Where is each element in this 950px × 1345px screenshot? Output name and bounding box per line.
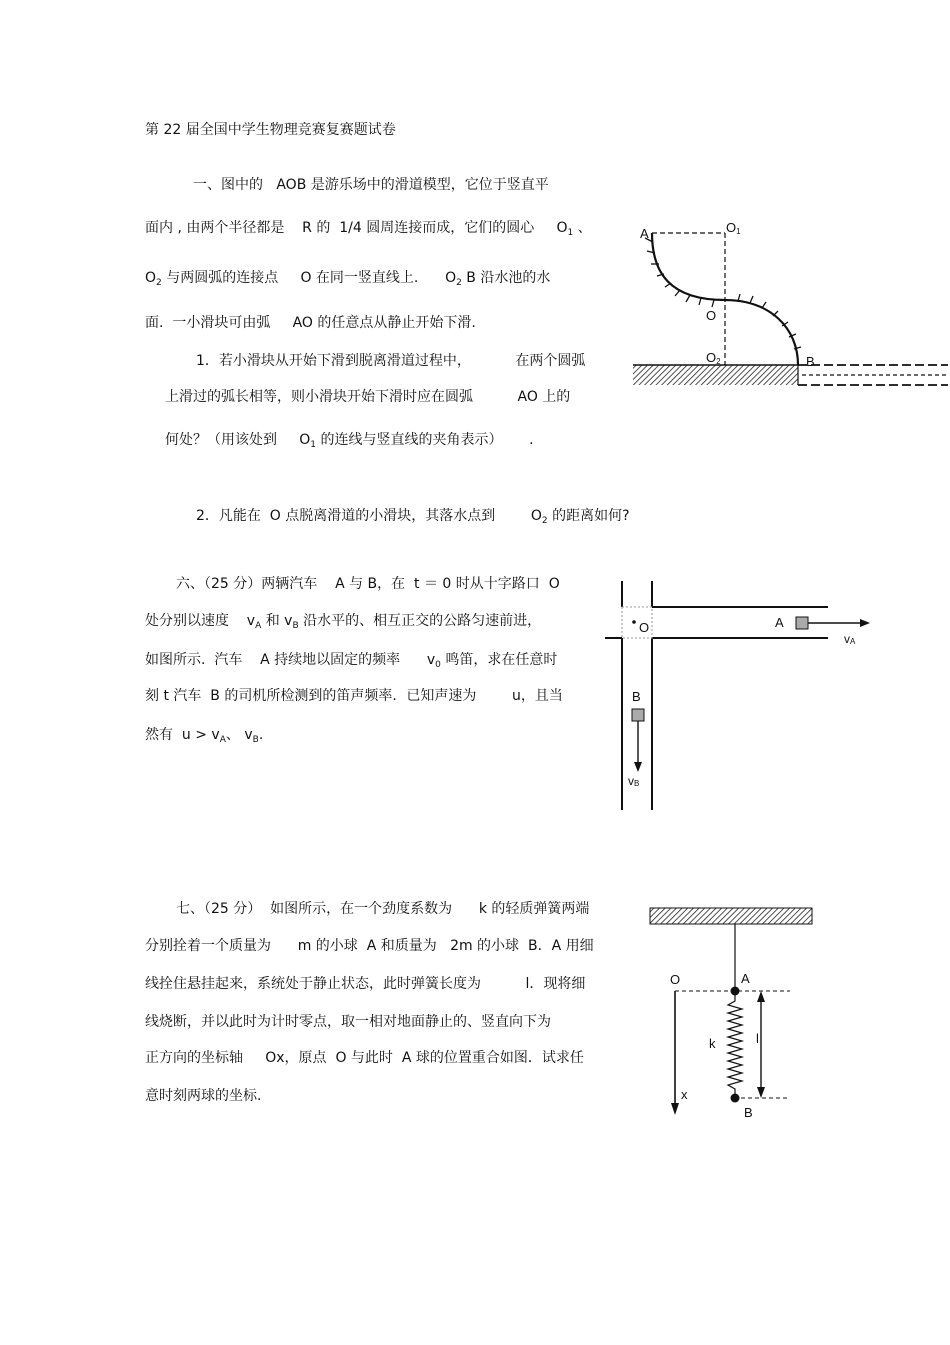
label-vA: vA bbox=[844, 632, 856, 646]
label-vB: vB bbox=[628, 774, 640, 788]
origin-dot bbox=[632, 620, 636, 624]
label-A: A bbox=[741, 971, 750, 986]
page-title: 第 22 届全国中学生物理竞赛复赛题试卷 bbox=[145, 122, 396, 138]
label-O2: O2 bbox=[706, 350, 721, 366]
p6-line-5: 然有 $u > v_A$、 $v_B$. bbox=[145, 727, 264, 745]
p1-question-1-line-1: 1．若小滑块从开始下滑到脱离滑道过程中， 在两个圆弧 bbox=[196, 353, 586, 369]
spring-diagram bbox=[645, 905, 815, 1125]
x-axis-arrowhead bbox=[671, 1103, 679, 1115]
car-A bbox=[796, 617, 808, 629]
label-x: x bbox=[681, 1087, 688, 1102]
vA-arrowhead bbox=[860, 619, 870, 627]
ball-B bbox=[731, 1094, 740, 1103]
p7-line-6: 意时刻两球的坐标. bbox=[145, 1088, 262, 1104]
p7-line-3: 线拴住悬挂起来，系统处于静止状态，此时弹簧长度为 l．现将细 bbox=[145, 976, 586, 992]
label-A: A bbox=[775, 615, 784, 630]
p1-question-2: 2．凡能在 O 点脱离滑道的小滑块，其落水点到 $O_2$ 的距离如何? bbox=[196, 508, 630, 526]
p1-line-1: 一、图中的 AOB 是游乐场中的滑道模型，它位于竖直平 bbox=[193, 177, 549, 193]
crossroad-diagram bbox=[600, 575, 870, 815]
label-B: B bbox=[806, 354, 815, 369]
p7-line-4: 线烧断，并以此时为计时零点，取一相对地面静止的、竖直向下为 bbox=[145, 1014, 551, 1030]
label-O: O bbox=[639, 620, 650, 635]
label-B: B bbox=[632, 689, 641, 704]
length-arrow-top bbox=[757, 991, 765, 1002]
ball-A bbox=[731, 987, 740, 996]
car-B bbox=[632, 709, 644, 721]
p6-line-3: 如图所示. 汽车 A 持续地以固定的频率 $v_0$ 鸣笛，求在任意时 bbox=[145, 652, 558, 670]
vB-arrowhead bbox=[634, 762, 642, 772]
p6-line-4: 刻 t 汽车 B 的司机所检测到的笛声频率．已知声速为 u，且当 bbox=[145, 688, 563, 704]
p6-line-1: 六、（25 分）两辆汽车 A 与 B，在 t ＝ 0 时从十字路口 O bbox=[176, 576, 560, 592]
p7-line-2: 分别拴着一个质量为 m 的小球 A 和质量为 2m 的小球 B．A 用细 bbox=[145, 938, 594, 954]
p1-question-1-line-3: 何处？（用该处到 $O_1$ 的连线与竖直线的夹角表示） . bbox=[165, 432, 534, 450]
label-A: A bbox=[640, 226, 649, 241]
p1-line-2: 面内 , 由两个半径都是 R 的 1/4 圆周连接而成，它们的圆心 $O_1$ 、 bbox=[145, 220, 592, 238]
label-k: k bbox=[709, 1036, 716, 1051]
p1-line-3: $O_2$ 与两圆弧的连接点 O 在同一竖直线上. $O_2$ B 沿水池的水 bbox=[145, 270, 551, 288]
p6-line-2: 处分别以速度 $v_A$ 和 $v_B$ 沿水平的、相互正交的公路匀速前进， bbox=[145, 613, 542, 631]
ceiling bbox=[650, 908, 812, 924]
p1-question-1-line-2: 上滑过的弧长相等，则小滑块开始下滑时应在圆弧 AO 上的 bbox=[165, 389, 571, 405]
label-O: O bbox=[706, 308, 717, 323]
p7-line-5: 正方向的坐标轴 Ox，原点 O 与此时 A 球的位置重合如图．试求任 bbox=[145, 1050, 584, 1066]
label-O: O bbox=[670, 972, 681, 987]
label-O1: O1 bbox=[726, 220, 741, 236]
length-arrow-bottom bbox=[757, 1087, 765, 1098]
spring bbox=[728, 991, 742, 1098]
slide-diagram bbox=[630, 218, 948, 390]
p1-line-4: 面. 一小滑块可由弧 AO 的任意点从静止开始下滑. bbox=[145, 315, 476, 331]
ground-hatch bbox=[633, 365, 798, 385]
label-l: l bbox=[756, 1031, 759, 1046]
p7-line-1: 七、（25 分） 如图所示，在一个劲度系数为 k 的轻质弹簧两端 bbox=[176, 901, 590, 917]
label-B: B bbox=[744, 1105, 753, 1120]
